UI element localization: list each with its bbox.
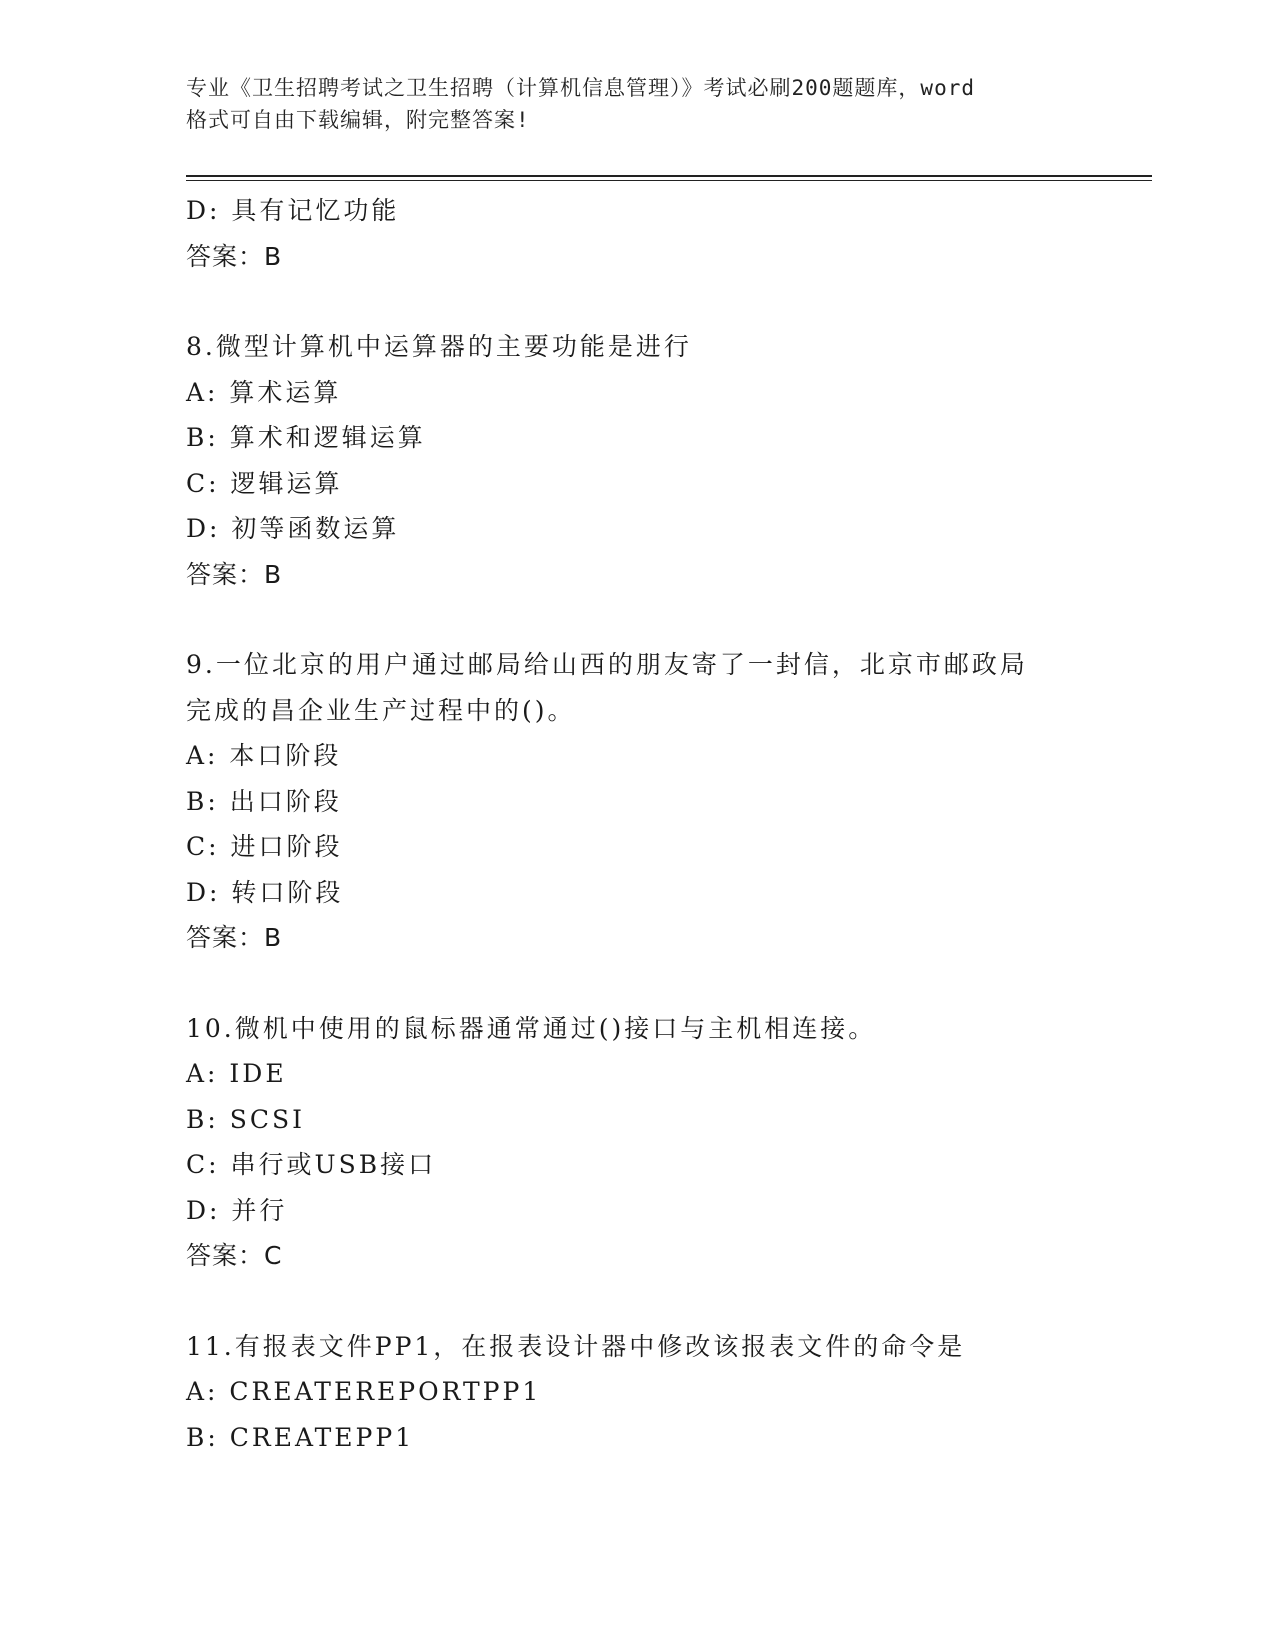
spacer	[186, 279, 1126, 324]
answer-line: 答案：B	[186, 241, 283, 271]
question-stem: 8.微型计算机中运算器的主要功能是进行	[186, 332, 692, 361]
question-7-tail	[186, 188, 1126, 279]
option-d: D: 初等函数运算	[186, 514, 400, 543]
option-b: B: 出口阶段	[186, 786, 342, 816]
question-11	[186, 1324, 1126, 1461]
document-header	[186, 72, 1086, 136]
header-line-2: 格式可自由下载编辑，附完整答案!	[186, 108, 530, 132]
answer-line: 答案：B	[186, 923, 283, 952]
question-stem: 10.微机中使用的鼠标器通常通过()接口与主机相连接。	[186, 1013, 877, 1043]
option-a: A: 本口阶段	[186, 741, 342, 770]
option-d: D: 转口阶段	[186, 877, 344, 907]
option-b: B: SCSI	[186, 1104, 305, 1134]
header-line-1: 专业《卫生招聘考试之卫生招聘（计算机信息管理）》考试必刷200题题库，word	[186, 76, 975, 100]
question-10	[186, 1006, 1126, 1279]
question-stem: 11.有报表文件PP1，在报表设计器中修改该报表文件的命令是	[186, 1331, 966, 1361]
question-stem-line-2: 完成的昌企业生产过程中的()。	[186, 695, 576, 725]
option-a: A: 算术运算	[186, 377, 342, 407]
option-c: C: 串行或USB接口	[186, 1150, 437, 1179]
option-c: C: 逻辑运算	[186, 468, 343, 498]
option-b: B: 算术和逻辑运算	[186, 423, 426, 452]
option-b: B: CREATEPP1	[186, 1422, 415, 1452]
header-divider-thin	[186, 180, 1152, 181]
option-a: A: IDE	[186, 1059, 287, 1088]
answer-line: 答案：B	[186, 559, 283, 589]
option-d: D: 具有记忆功能	[186, 196, 400, 225]
spacer	[186, 961, 1126, 1006]
option-c: C: 进口阶段	[186, 832, 343, 861]
option-d: D: 并行	[186, 1195, 288, 1225]
spacer	[186, 597, 1126, 642]
question-8	[186, 324, 1126, 597]
question-content	[186, 188, 1126, 1460]
question-stem-line-1: 9.一位北京的用户通过邮局给山西的朋友寄了一封信，北京市邮政局	[186, 650, 1028, 679]
option-a: A: CREATEREPORTPP1	[186, 1377, 542, 1406]
header-divider-thick	[186, 175, 1152, 177]
spacer	[186, 1279, 1126, 1324]
question-9	[186, 642, 1126, 961]
answer-line: 答案：C	[186, 1241, 283, 1270]
